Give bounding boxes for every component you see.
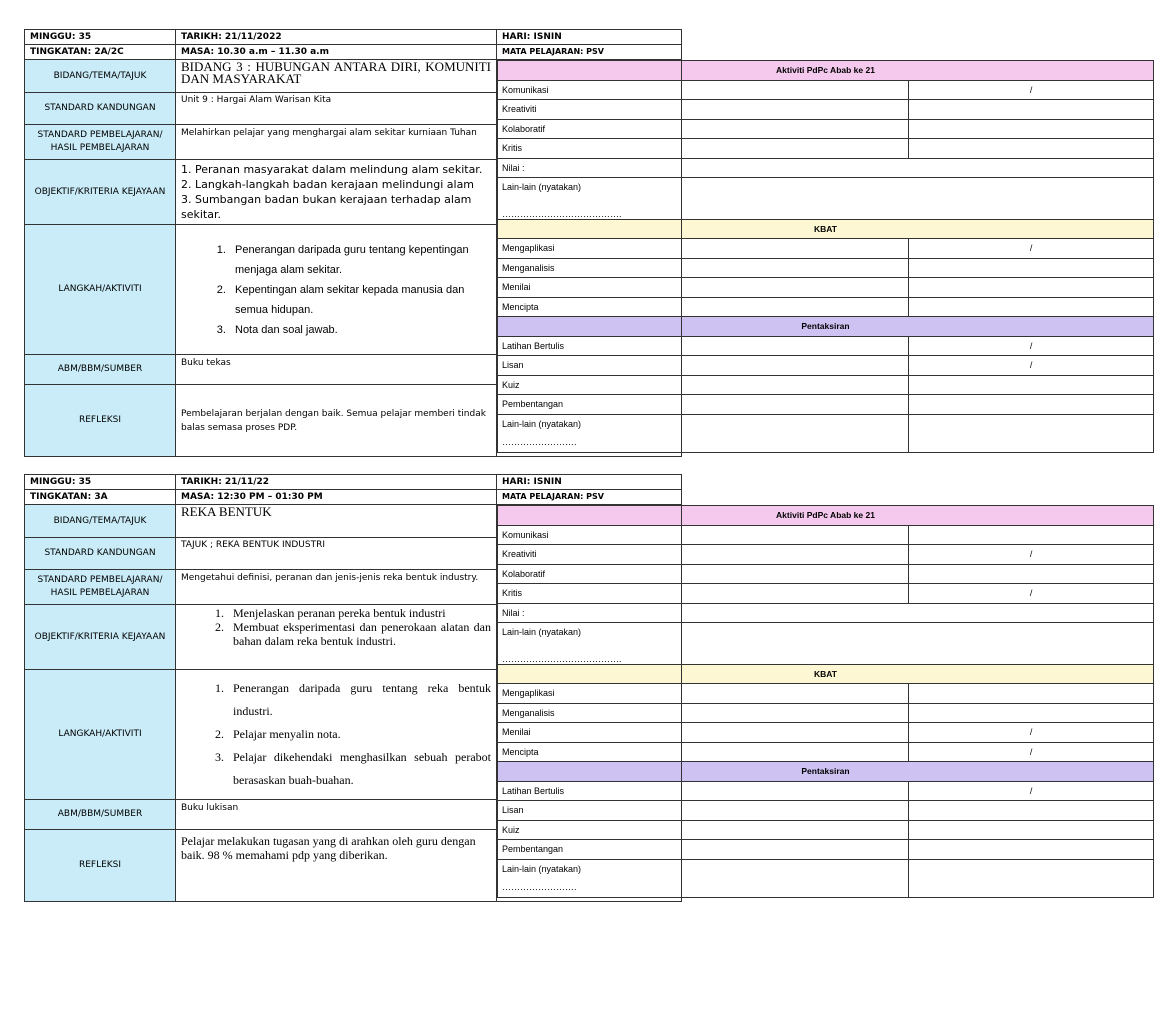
label-langkah: LANGKAH/AKTIVITI — [25, 225, 176, 355]
kbat-mark — [909, 684, 1154, 704]
aktiviti-label: Komunikasi — [498, 80, 909, 100]
label-abm: ABM/BBM/SUMBER — [25, 355, 176, 385]
kbat-mark — [909, 297, 1154, 317]
tarikh: TARIKH: 21/11/22 — [176, 475, 497, 490]
pentaksiran-lain-dots: ……………………. — [498, 878, 909, 897]
aktiviti-header: Aktiviti PdPc Abab ke 21 — [498, 506, 1154, 526]
minggu: MINGGU: 35 — [25, 475, 176, 490]
lain-lain-label: Lain-lain (nyatakan) — [498, 623, 1154, 642]
right-panel — [497, 60, 1033, 457]
pentaksiran-label: Kuiz — [498, 820, 909, 840]
lain-lain-label: Lain-lain (nyatakan) — [498, 178, 1154, 197]
pentaksiran-header: Pentaksiran — [498, 317, 1154, 337]
pentaksiran-mark: / — [909, 336, 1154, 356]
pentaksiran-label: Pembentangan — [498, 840, 909, 860]
pentaksiran-label: Pembentangan — [498, 395, 909, 415]
pentaksiran-lain-dots: ……………………. — [498, 433, 909, 452]
aktiviti-mark — [909, 525, 1154, 545]
kbat-mark — [909, 258, 1154, 278]
aktiviti-mark — [909, 100, 1154, 120]
kbat-mark: / — [909, 239, 1154, 259]
standard-kandungan-value: TAJUK ; REKA BENTUK INDUSTRI — [176, 538, 497, 570]
langkah-item: 2. Pelajar menyalin nota. — [227, 723, 491, 746]
hari: HARI: ISNIN — [497, 475, 682, 490]
label-objektif: OBJEKTIF/KRITERIA KEJAYAAN — [25, 605, 176, 670]
lesson-plan-2 — [24, 474, 1033, 902]
refleksi-value: Pelajar melakukan tugasan yang di arahkan oleh guru dengan baik. 98 % memahami pdp yang diberikan. — [176, 830, 497, 902]
label-standard-kandungan: STANDARD KANDUNGAN — [25, 93, 176, 125]
pentaksiran-label: Lisan — [498, 801, 909, 821]
kbat-header: KBAT — [498, 219, 1154, 239]
standard-pembelajaran-value: Melahirkan pelajar yang menghargai alam sekitar kurniaan Tuhan — [176, 125, 497, 160]
aktiviti-header: Aktiviti PdPc Abab ke 21 — [498, 61, 1154, 81]
aktiviti-label: Kreativiti — [498, 100, 909, 120]
langkah-item: 3. Nota dan soal jawab. — [229, 320, 491, 340]
label-refleksi: REFLEKSI — [25, 830, 176, 902]
kbat-label: Mengaplikasi — [498, 684, 909, 704]
pentaksiran-label: Latihan Bertulis — [498, 781, 909, 801]
kbat-label: Mencipta — [498, 742, 909, 762]
objektif-value — [176, 160, 497, 225]
label-bidang: BIDANG/TEMA/TAJUK — [25, 60, 176, 93]
standard-kandungan-value: Unit 9 : Hargai Alam Warisan Kita — [176, 93, 497, 125]
tarikh: TARIKH: 21/11/2022 — [176, 30, 497, 45]
mata-pelajaran: MATA PELAJARAN: PSV — [497, 490, 682, 505]
lesson-plan-1 — [24, 29, 1033, 457]
pentaksiran-mark — [909, 375, 1154, 395]
hari: HARI: ISNIN — [497, 30, 682, 45]
kbat-label: Menilai — [498, 723, 909, 743]
kbat-mark: / — [909, 723, 1154, 743]
abm-value: Buku tekas — [176, 355, 497, 385]
pentaksiran-lain-label: Lain-lain (nyatakan) — [498, 414, 909, 433]
bidang-value: BIDANG 3 : HUBUNGAN ANTARA DIRI, KOMUNITI DAN MASYARAKAT — [176, 60, 497, 93]
aktiviti-label: Kritis — [498, 584, 909, 604]
langkah-value — [176, 225, 497, 355]
aktiviti-mark: / — [909, 584, 1154, 604]
pentaksiran-mark — [909, 801, 1154, 821]
kbat-mark: / — [909, 742, 1154, 762]
bidang-value: REKA BENTUK — [176, 505, 497, 538]
label-objektif: OBJEKTIF/KRITERIA KEJAYAAN — [25, 160, 176, 225]
pentaksiran-header: Pentaksiran — [498, 762, 1154, 782]
pentaksiran-lain-label: Lain-lain (nyatakan) — [498, 859, 909, 878]
minggu: MINGGU: 35 — [25, 30, 176, 45]
refleksi-value: Pembelajaran berjalan dengan baik. Semua pelajar memberi tindak balas semasa proses PDP. — [176, 385, 497, 457]
label-refleksi: REFLEKSI — [25, 385, 176, 457]
objektif-item: 3. Sumbangan badan bukan kerajaan terhadap alam sekitar. — [181, 193, 472, 221]
kbat-mark — [909, 278, 1154, 298]
right-panel — [497, 505, 1033, 902]
pentaksiran-label: Kuiz — [498, 375, 909, 395]
label-standard-pembelajaran: STANDARD PEMBELAJARAN/ HASIL PEMBELAJARAN — [25, 570, 176, 605]
pentaksiran-mark — [909, 820, 1154, 840]
label-abm: ABM/BBM/SUMBER — [25, 800, 176, 830]
lain-lain-dots: …………………………………. — [498, 197, 1154, 220]
aktiviti-label: Komunikasi — [498, 525, 909, 545]
kbat-mark — [909, 703, 1154, 723]
tingkatan: TINGKATAN: 2A/2C — [25, 45, 176, 60]
aktiviti-label: Kreativiti — [498, 545, 909, 565]
mata-pelajaran: MATA PELAJARAN: PSV — [497, 45, 682, 60]
kbat-label: Mencipta — [498, 297, 909, 317]
standard-pembelajaran-value: Mengetahui definisi, peranan dan jenis-jenis reka bentuk industry. — [176, 570, 497, 605]
pentaksiran-mark: / — [909, 781, 1154, 801]
aktiviti-label: Kolaboratif — [498, 119, 909, 139]
label-bidang: BIDANG/TEMA/TAJUK — [25, 505, 176, 538]
kbat-label: Menganalisis — [498, 258, 909, 278]
objektif-item: 1. Menjelaskan peranan pereka bentuk industri — [227, 606, 491, 620]
objektif-item: 1. Peranan masyarakat dalam melindung alam sekitar. — [181, 163, 483, 176]
aktiviti-label: Kritis — [498, 139, 909, 159]
abm-value: Buku lukisan — [176, 800, 497, 830]
pentaksiran-lain-mark — [909, 414, 1154, 452]
langkah-value — [176, 670, 497, 800]
aktiviti-mark: / — [909, 545, 1154, 565]
objektif-item: 2. Langkah-langkah badan kerajaan melindungi alam — [181, 178, 475, 191]
nilai-label: Nilai : — [498, 603, 1154, 623]
masa: MASA: 12:30 PM – 01:30 PM — [176, 490, 497, 505]
kbat-label: Mengaplikasi — [498, 239, 909, 259]
masa: MASA: 10.30 a.m – 11.30 a.m — [176, 45, 497, 60]
aktiviti-label: Kolaboratif — [498, 564, 909, 584]
kbat-label: Menganalisis — [498, 703, 909, 723]
pentaksiran-label: Lisan — [498, 356, 909, 376]
lain-lain-dots: …………………………………. — [498, 642, 1154, 665]
pentaksiran-lain-mark — [909, 859, 1154, 897]
langkah-item: 3. Pelajar dikehendaki menghasilkan sebuah perabot berasaskan buah-buahan. — [227, 746, 491, 792]
aktiviti-mark — [909, 564, 1154, 584]
aktiviti-mark: / — [909, 80, 1154, 100]
pentaksiran-label: Latihan Bertulis — [498, 336, 909, 356]
label-standard-kandungan: STANDARD KANDUNGAN — [25, 538, 176, 570]
label-standard-pembelajaran: STANDARD PEMBELAJARAN/ HASIL PEMBELAJARAN — [25, 125, 176, 160]
langkah-item: 1. Penerangan daripada guru tentang kepentingan menjaga alam sekitar. — [229, 240, 491, 280]
kbat-label: Menilai — [498, 278, 909, 298]
pentaksiran-mark — [909, 840, 1154, 860]
label-langkah: LANGKAH/AKTIVITI — [25, 670, 176, 800]
tingkatan: TINGKATAN: 3A — [25, 490, 176, 505]
kbat-header: KBAT — [498, 664, 1154, 684]
langkah-item: 1. Penerangan daripada guru tentang reka bentuk industri. — [227, 677, 491, 723]
pentaksiran-mark — [909, 395, 1154, 415]
objektif-value — [176, 605, 497, 670]
objektif-item: 2. Membuat eksperimentasi dan penerokaan alatan dan bahan dalam reka bentuk industri. — [227, 620, 491, 648]
aktiviti-mark — [909, 139, 1154, 159]
pentaksiran-mark: / — [909, 356, 1154, 376]
nilai-label: Nilai : — [498, 158, 1154, 178]
langkah-item: 2. Kepentingan alam sekitar kepada manusia dan semua hidupan. — [229, 280, 491, 320]
aktiviti-mark — [909, 119, 1154, 139]
